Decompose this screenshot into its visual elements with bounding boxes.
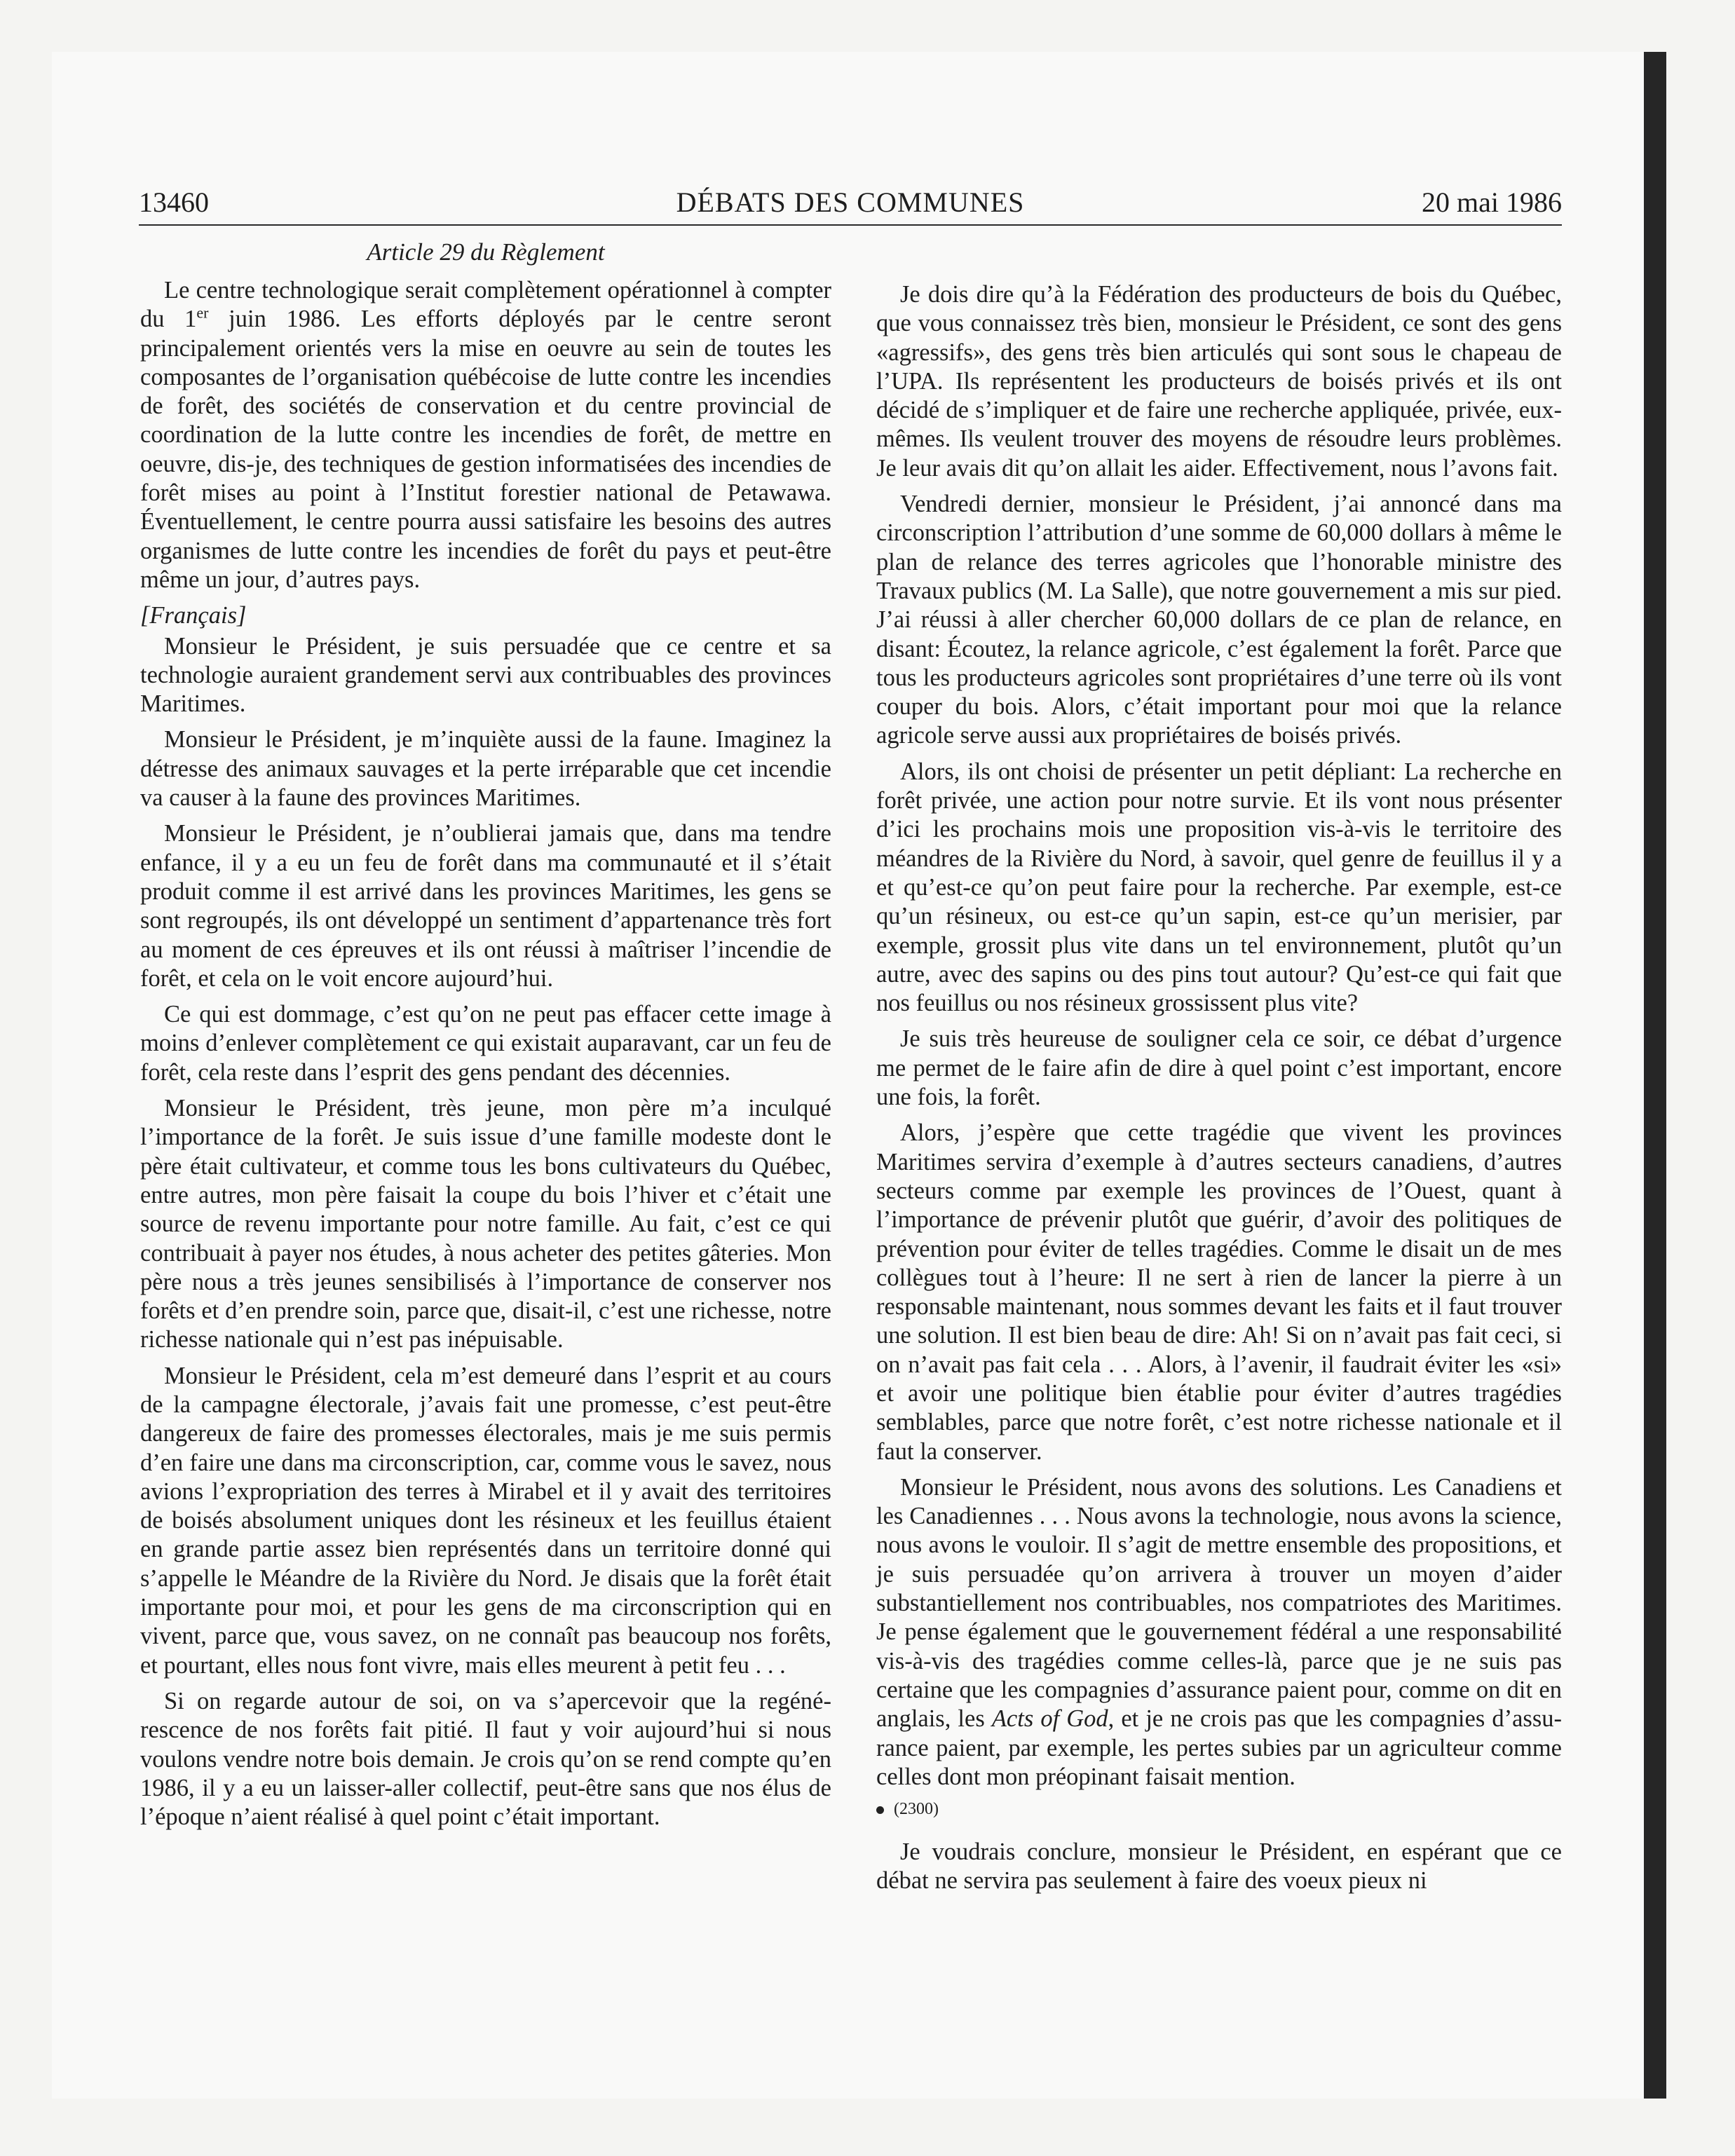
paragraph: Monsieur le Président, très jeune, mon père m’a inculqué l’importance de la forêt. Je suis issue d’une famille modeste dont le père était cultivateur, et comme tous les bons cultivateurs du Québec, entre autres, mon père faisait la coupe du bois l’hiver et c’était une source de revenu importante pour notre famille. Au fait, c’est ce qui contribuait à payer nos études, à nous acheter des petites gâteries. Mon père nous a très jeunes sensibilisés à l’importance de conserver nos forêts et d’en prendre soin, parce que, disait-il, c’est une richesse, notre richesse nationale qui n’est pas inépuisable. — [140, 1095, 831, 1353]
paragraph: Si on regarde autour de soi, on va s’apercevoir que la regénérescence de nos forêts fait pitié. Il faut y voir aujourd’hui si nous voulons vendre notre bois demain. Je crois qu’on se rend compte qu’en 1986, il y a eu un laisser-aller collectif, peut-être sans que nos élus de l’époque n’aient réalisé à quel point c’était important. — [140, 1687, 831, 1831]
scan-edge-shadow — [1644, 52, 1666, 2099]
paragraph: Vendredi dernier, monsieur le Président, j’ai annoncé dans ma circonscription l’attribution d’une somme de 60,000 dollars à même le plan de relance des terres agricoles que l’honorable ministre des Travaux publics (M. La Salle), que notre gouvernement a mis sur pied. J’ai réussi à aller chercher 60,000 dollars de ce plan de relance, en disant: Écoutez, la relance agricole, c’est également la forêt. Parce que tous les producteurs agricoles sont propriétaires d’une terre où ils vont couper du bois. Alors, c’était important pour moi que la relance agricole serve aussi aux propriétaires de boisés privés. — [876, 491, 1562, 749]
paragraph: Je voudrais conclure, monsieur le Président, en espérant que ce débat ne servira pas seulement à faire des voeux pieux ni — [876, 1838, 1562, 1895]
page-header — [139, 184, 1562, 226]
right-column — [876, 280, 1562, 1903]
time-stamp: (2300) — [876, 1799, 1562, 1820]
paragraph: Je dois dire qu’à la Fédération des producteurs de bois du Québec, que vous connaissez très bien, monsieur le Président, ce sont des gens «agressifs», des gens très bien articulés qui sont sous le chapeau de l’UPA. Ils représentent les producteurs de boisés privés et ils ont décidé de s’impliquer et de faire une recherche appliquée, privée, eux-mêmes. Ils veulent trouver des moyens de résoudre leurs problèmes. Je leur avais dit qu’on allait les aider. Effectivement, nous l’avons fait. — [876, 281, 1562, 482]
paragraph: Alors, ils ont choisi de présenter un petit dépliant: La recherche en forêt privée, une action pour notre survie. Et ils vont nous présenter d’ici les prochains mois une proposition vis-à-vis le territoire des méandres de la Rivière du Nord, à savoir, quel genre de feuillus il y a et qu’est-ce qu’on peut faire pour la recherche. Par exemple, est-ce qu’un résineux, ou est-ce qu’un sapin, est-ce qu’un merisier, par exemple, grossit plus vite dans un tel environnement, plutôt qu’un autre, avec des sapins ou des pins tout autour? Qu’est-ce qui fait que nos feuillus ou nos résineux grossissent plus vite? — [876, 758, 1562, 1017]
publication-title: DÉBATS DES COMMUNES — [676, 186, 1025, 218]
bullet-icon — [876, 1806, 884, 1814]
paragraph: Monsieur le Président, nous avons des solutions. Les Canadiens et les Canadiennes . . . Nous avons la technologie, nous avons la science, nous avons le vouloir. Il s’agit de mettre ensemble des propositions, et je suis persuadée qu’on arrivera à trouver un moyen d’aider substantiellement nos contribuables, nos compatriotes des Maritimes. Je pense également que le gouvernement fédéral a une responsabilité vis-à-vis des tragédies comme celles-là, parce que je ne suis pas certaine que les compagnies d’assurance paient pour, comme on dit en anglais, les Acts of God, et je ne crois pas que les compagnies d’assurance paient, par exemple, les pertes subies par un agriculteur comme celles dont mon préopinant faisait mention. — [876, 1473, 1562, 1790]
publication-date: 20 mai 1986 — [1422, 186, 1562, 218]
paragraph: Monsieur le Président, cela m’est demeuré dans l’esprit et au cours de la campagne électorale, j’avais fait une promesse, c’est peut-être dangereux de faire des promesses électorales, mais je me suis permis d’en faire une dans ma circonscription, car, comme vous le savez, nous avions l’expropriation des terres à Mirabel et il y avait des territoires de boisés absolument uniques dont les résineux et les feuillus étaient en grande partie assez bien représentés dans un territoire donné qui s’appelle le Méandre de la Rivière du Nord. Je disais que la forêt était importante pour moi, et pour les gens de ma circonscription qui en vivent, parce que, vous savez, on ne connaît pas beaucoup nos forêts, et pourtant, elles nous font vivre, mais elles meurent à petit feu . . . — [140, 1362, 831, 1679]
left-column — [140, 237, 831, 1838]
language-tag: [Français] — [140, 602, 247, 629]
italic-phrase: Acts of God — [991, 1705, 1108, 1733]
paragraph: Le centre technologique serait complètement opérationnel à compter du 1er juin 1986. Les efforts déployés par le centre seront principalement orientés vers la mise en oeuvre au sein de toutes les composantes de l’organisation québécoise de lutte contre les incendies de forêt, des sociétés de conservation et du centre provincial de coordination de la lutte contre les incendies de forêt, de mettre en oeuvre, dis-je, des techniques de gestion informatisées des incendies de forêt mises au point à l’Institut forestier national de Petawawa. Éventuellement, le centre pourra aussi satisfaire les besoins des autres organismes de lutte contre les incendies de forêt du pays et peut-être même un jour, d’autres pays. — [140, 277, 832, 593]
paragraph: Monsieur le Président, je suis persuadée que ce centre et sa technologie auraient grandement servi aux contribuables des provinces Maritimes. — [140, 632, 831, 718]
paragraph: Je suis très heureuse de souligner cela ce soir, ce débat d’urgence me permet de le faire afin de dire à quel point c’est important, encore une fois, la forêt. — [876, 1025, 1562, 1111]
paragraph: Monsieur le Président, je m’inquiète aussi de la faune. Imaginez la détresse des animaux sauvages et la perte irréparable que cet incendie va causer à la faune des provinces Maritimes. — [140, 726, 831, 812]
paragraph: Monsieur le Président, je n’oublierai jamais que, dans ma tendre enfance, il y a eu un feu de forêt dans ma communauté et il s’était produit comme il est arrivé dans les provinces Maritimes, les gens se sont regroupés, ils ont développé un sentiment d’appartenance très fort au moment de ces épreuves et ils ont réussi à maîtriser l’incendie de forêt, et cela on le voit encore aujourd’hui. — [140, 820, 831, 992]
section-heading: Article 29 du Règlement — [367, 238, 605, 266]
paragraph: Ce qui est dommage, c’est qu’on ne peut pas effacer cette image à moins d’enlever complètement ce qui existait auparavant, car un feu de forêt, cela reste dans l’esprit des gens pendant des décennies. — [140, 1001, 831, 1086]
page-number: 13460 — [139, 186, 209, 218]
paragraph: Alors, j’espère que cette tragédie que vivent les provinces Maritimes servira d’exemple à d’autres secteurs canadiens, d’autres secteurs comme par exemple les provinces de l’Ouest, quant à l’importance de prévenir plutôt que guérir, d’avoir des politiques de prévention pour éviter de telles tragédies. Comme le disait un de mes collègues tout à l’heure: Il ne sert à rien de lancer la pierre à un responsable maintenant, nous sommes devant les faits et il faut trouver une solution. Il est bien beau de dire: Ah! Si on n’avait pas fait ceci, si on n’avait pas fait cela . . . Alors, à l’avenir, il faudrait éviter les «si» et avoir une politique bien établie pour éviter d’autres tragédies semblables, parce que notre forêt, c’est notre richesse nationale et il faut la conserver. — [876, 1119, 1562, 1465]
